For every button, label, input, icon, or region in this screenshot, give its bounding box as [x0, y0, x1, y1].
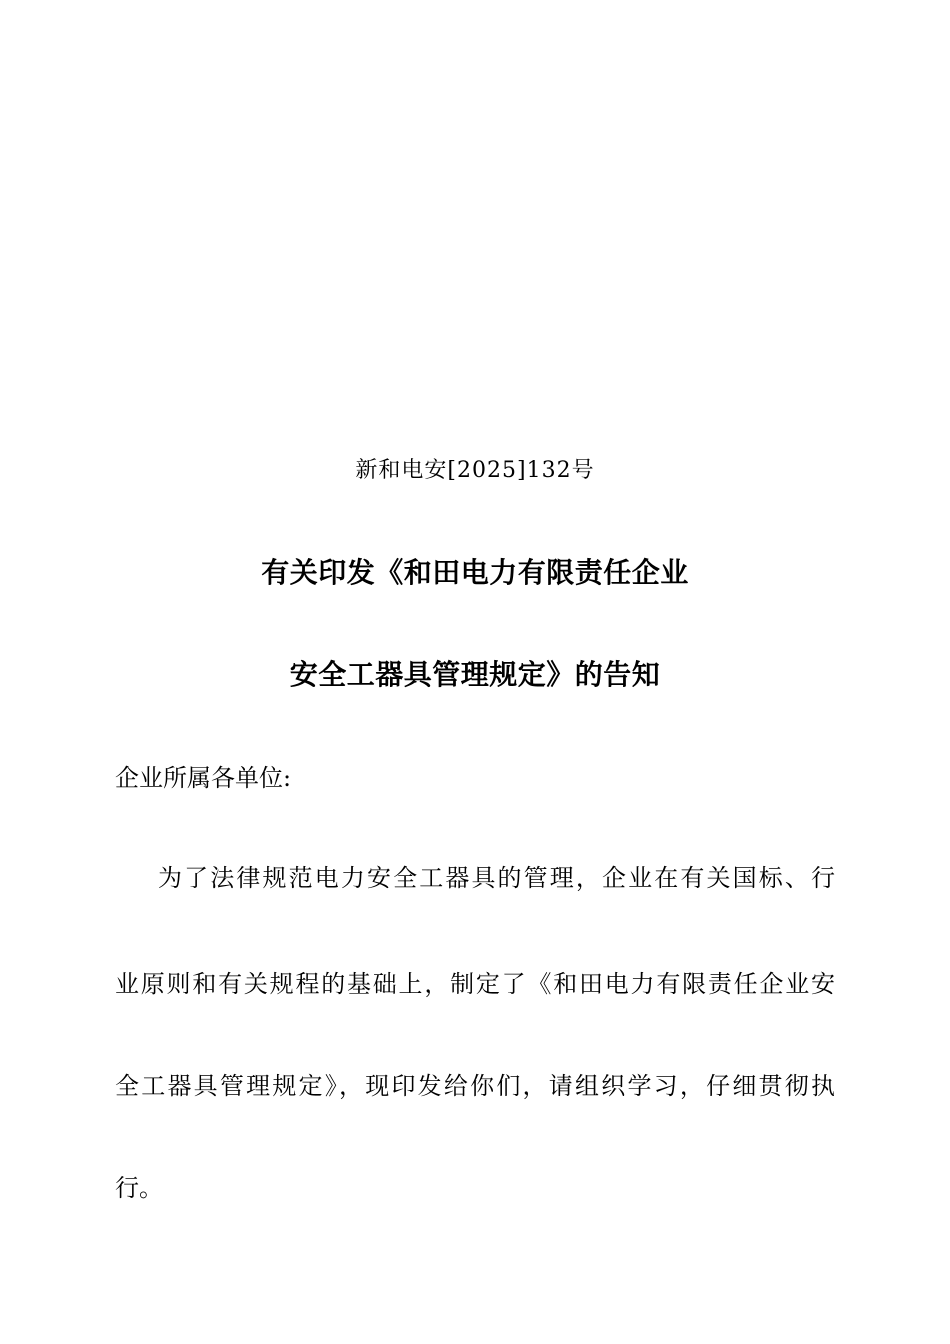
body-paragraph-line: 全工器具管理规定》，现印发给你们，请组织学习，仔细贯彻执 [115, 1072, 835, 1100]
document-title-line-2: 安全工器具管理规定》的告知 [289, 658, 661, 691]
body-paragraph-line: 业原则和有关规程的基础上，制定了《和田电力有限责任企业安 [115, 970, 835, 998]
document-title-line-1: 有关印发《和田电力有限责任企业 [261, 556, 689, 589]
addressee: 企业所属各单位: [115, 764, 292, 792]
body-paragraph-line: 为了法律规范电力安全工器具的管理，企业在有关国标、行 [158, 864, 835, 892]
document-number: 新和电安[2025]132号 [355, 458, 595, 483]
body-paragraph-line: 行。 [115, 1174, 163, 1202]
